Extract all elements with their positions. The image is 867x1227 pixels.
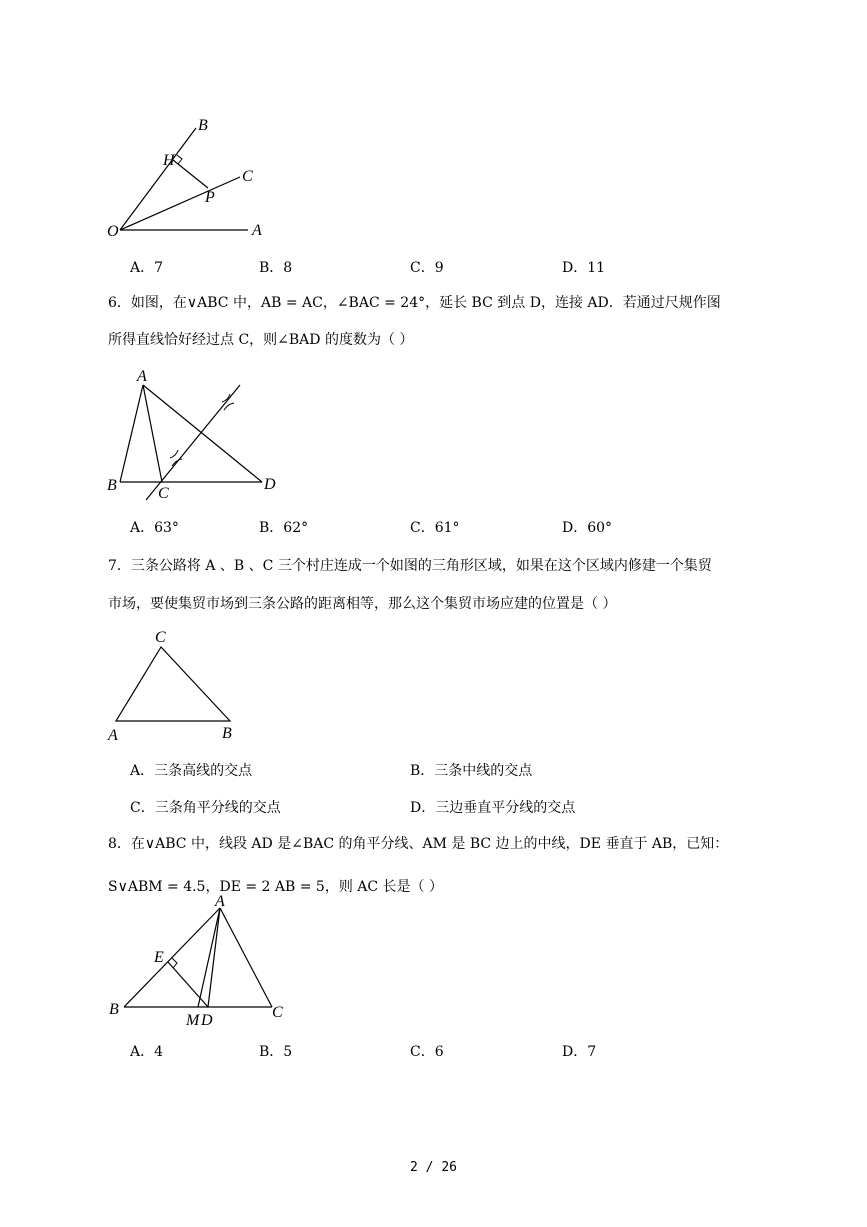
q5-option-d: D．11 [562,260,606,276]
q7-figure [100,625,260,745]
q6-option-c: C．61° [410,520,460,536]
q8-label-a: A [215,893,225,910]
q5-label-c: C [242,168,253,185]
q8-option-d: D．7 [562,1044,597,1060]
q6-option-d: D．60° [562,520,613,536]
q8-label-d: D [201,1012,213,1029]
q6-figure [100,365,300,505]
q8-question-line1: 8．在∨ABC 中，线段 AD 是∠BAC 的角平分线、AM 是 BC 边上的中线，DE 垂直于 AB，已知： [108,836,729,852]
q8-figure [100,890,300,1030]
q8-label-b: B [109,1001,119,1018]
q7-option-c: C．三条角平分线的交点 [130,800,281,816]
q5-option-c: C．9 [410,260,444,276]
q7-option-d: D．三边垂直平分线的交点 [410,800,576,816]
page-number: 2 / 26 [410,1160,457,1175]
q5-option-a: A．7 [130,260,164,276]
q5-figure [100,110,300,245]
q7-label-b: B [222,725,232,742]
q5-label-p: P [205,189,215,206]
q7-label-c: C [155,629,166,646]
q5-option-b: B．8 [259,260,293,276]
q6-question-line1: 6．如图，在∨ABC 中，AB = AC，∠BAC = 24°，延长 BC 到点 D，连接 AD．若通过尺规作图 [108,295,721,311]
q7-question-line2: 市场，要使集贸市场到三条公路的距离相等，那么这个集贸市场应建的位置是（ ） [108,596,617,612]
q8-label-c: C [272,1004,283,1021]
q5-label-o: O [107,223,119,240]
q8-option-b: B．5 [259,1044,293,1060]
q5-label-b: B [198,117,208,134]
q7-question-line1: 7．三条公路将 A 、B 、C 三个村庄连成一个如图的三角形区域，如果在这个区域内修建一个集贸 [108,558,712,574]
q6-label-a: A [137,368,147,385]
q7-option-b: B．三条中线的交点 [410,763,533,779]
q6-option-b: B．62° [259,520,309,536]
q8-option-c: C．6 [410,1044,444,1060]
q6-label-b: B [107,477,117,494]
q7-label-a: A [108,727,118,744]
q5-label-h: H [163,152,175,169]
q8-label-m: M [186,1012,200,1029]
q6-label-c: C [158,485,169,502]
q6-label-d: D [264,476,276,493]
q7-option-a: A．三条高线的交点 [130,763,253,779]
q8-label-e: E [154,949,164,966]
q8-option-a: A．4 [130,1044,164,1060]
q6-question-line2: 所得直线恰好经过点 C，则∠BAD 的度数为（ ） [108,332,414,348]
q8-question-line2: S∨ABM = 4.5，DE = 2 AB = 5，则 AC 长是（ ） [108,879,444,895]
q5-label-a: A [252,222,262,239]
q6-option-a: A．63° [130,520,179,536]
